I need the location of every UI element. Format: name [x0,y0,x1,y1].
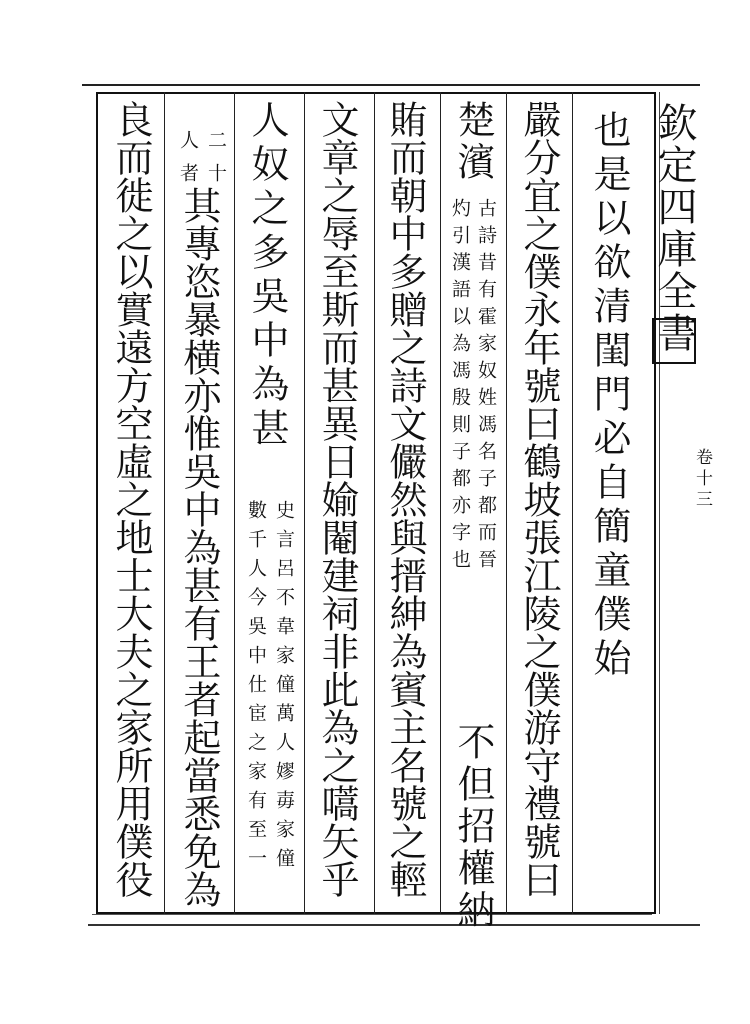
bottom-inner-line [92,914,652,915]
book-title: 欽定四庫全書 [651,102,697,354]
fishtail-mark [652,318,696,364]
top-border-line [82,84,700,86]
column-rule [164,92,165,914]
column-rule [374,92,375,914]
text-column-6-head: 人奴之多吳中為甚 [245,100,289,452]
text-column-8: 良而徙之以實遠方空虛之地士大夫之家所用僕役 [109,100,153,898]
column-rule [506,92,507,914]
commentary-left: 數千人今吳中仕宦之家有至一 [245,500,267,877]
column-rule [440,92,441,914]
text-column-5: 文章之辱至斯而甚異日媮閹建祠非此為之嚆矢乎 [315,100,359,898]
commentary-left: 灼引漢語以為馮殷則子都亦字也 [449,198,471,576]
text-column-2: 嚴分宜之僕永年號曰鶴坡張江陵之僕游守禮號曰 [517,100,561,898]
commentary-right: 二十 [205,130,227,196]
bottom-border-line [88,924,700,926]
column-rule [572,92,573,914]
commentary-left: 人者 [177,130,199,196]
text-column-1: 也是以欲清閨門必自簡童僕始 [587,110,631,682]
column-rule [304,92,305,914]
commentary-right: 古詩昔有霍家奴姓馮名子都而晉 [475,198,497,576]
text-column-4: 賄而朝中多贈之詩文儼然與搢紳為賓主名號之輕 [383,100,427,898]
column-rule [234,92,235,914]
commentary-right: 史言呂不韋家僮萬人嫪毐家僮 [273,500,295,877]
text-column-3-tail: 不但招權納 [451,722,495,932]
text-column-7: 其專恣暴横亦惟吳中為甚有王者起當悉免為 [177,186,221,908]
text-column-3-head: 楚濱 [451,100,495,184]
volume-label: 卷十三 [692,448,712,511]
